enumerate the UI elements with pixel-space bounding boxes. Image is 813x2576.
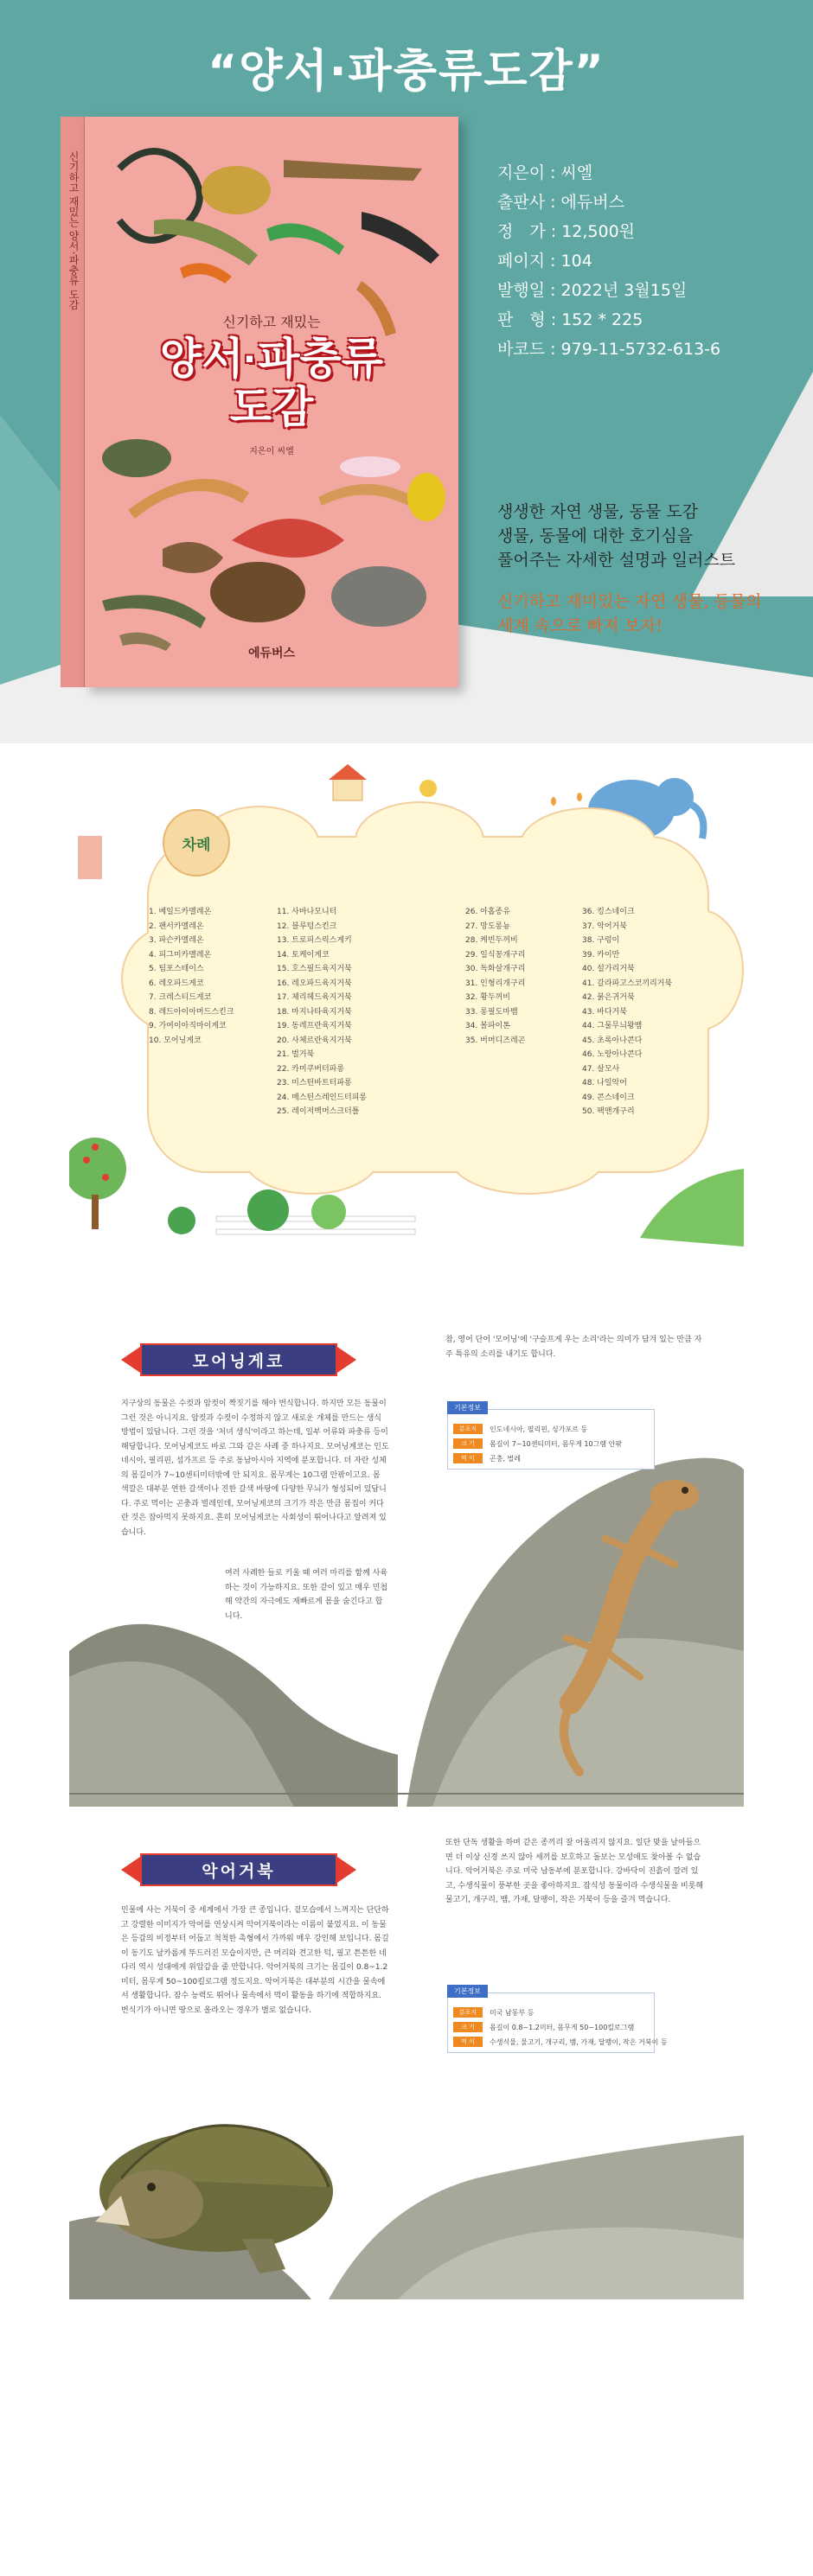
toc-item: 6. 레오파드게코: [149, 979, 204, 988]
hero-section: [0, 0, 813, 743]
toc-item: 1. 베일드카멜레온: [149, 908, 212, 916]
info-row: 크 기 몸길이 0.8~1.2미터, 몸무게 50~100킬로그램: [453, 2022, 634, 2032]
tree-trunk-icon: [92, 1195, 99, 1229]
toc-item: 30. 독화살개구리: [465, 965, 526, 973]
info-row: 먹 이 수생식물, 물고기, 개구리, 뱀, 가재, 달팽이, 작은 거북이 등: [453, 2037, 668, 2047]
toc-item: 29. 일식꽁개구리: [465, 950, 526, 960]
toc-item: 36. 킹스네이크: [582, 908, 635, 916]
bearded-dragon-icon: [128, 479, 249, 519]
grass-icon: [640, 1169, 744, 1247]
toc-column-3: [465, 905, 525, 1048]
species-banner: [121, 1342, 356, 1378]
frog-icon: [407, 473, 445, 521]
info-box: [447, 1987, 668, 2053]
monitor-lizard-icon: [362, 212, 439, 264]
body-text: 민물에 사는 거북이 중 세계에서 가장 큰 종입니다. 겉모습에서 느껴지는 단단하고 강렬한 이미지가 악어를 연상시켜 악어거북이라는 이름이 붙었지요. 이 동물은 등갑의 비정부터 어둡고 척척한 촉형에서 가까워 매우 강인해 보입니다. 몸길이 동기도 날카롭게 뚜드러진 모습이지만, 큰 머리와 견고한 턱, 필고 튼튼한 네 다리 역시 성대에게 위압감을 줄 만합니다. 악어거북의 크기는 몸길이 0.8~1.2미터, 몸무게 50~100킬로그램 정도지요. 악어거북은 대부분의 시간을 물속에서 생활합니다. 잠수 능력도 뛰어나 물속에서 먹이 활동을 하기에 적합하지요. 번식기가 아니면 땅으로 올라오는 경우가 별로 없습니다.: [121, 1906, 389, 2015]
gecko-icon: [318, 484, 413, 506]
info-row: 분포지 인도네시아, 필리핀, 싱가포르 등: [453, 1424, 587, 1434]
body-text: 여러 사례한 들로 키울 때 여러 마리를 함께 사육하는 것이 가능하지요. 또한 같이 있고 매우 민첩해 약간의 자극에도 재빠르게 몸을 숨긴다고 합니다.: [225, 1569, 388, 1621]
toc-item: 42. 붉은귀거북: [582, 993, 635, 1002]
description-highlight: 세계 속으로 빠져 보자!: [497, 616, 663, 635]
book-front: [85, 117, 458, 687]
toc-item: 31. 인형리개구리: [465, 979, 526, 988]
toc-item: 19. 동레프란육지거북: [277, 1022, 352, 1030]
toc-item: 46. 노랑아나콘다: [582, 1050, 643, 1059]
gecko-illustration: [69, 1323, 744, 1807]
info-publisher: 출판사 : 에듀버스: [497, 193, 624, 212]
crocodile-icon: [102, 595, 206, 628]
toc-item: 4. 피그미카멜레온: [149, 950, 212, 960]
toc-item: 48. 나일악어: [582, 1079, 627, 1087]
toc-item: 17. 체리헤드육지거북: [277, 993, 352, 1002]
toc-item: 7. 크레스티드게코: [149, 993, 212, 1002]
book-description: [497, 500, 791, 638]
cover-subtitle: 신기하고 재밌는: [222, 314, 321, 330]
toc-column-4: [582, 905, 672, 1119]
toc-column-1: [149, 905, 234, 1048]
toc-item: 16. 레오파드육지거북: [277, 979, 352, 988]
elephant-head-icon: [656, 778, 694, 816]
cover-title-line2: 도감: [229, 383, 314, 431]
crocodile-icon: [284, 160, 422, 181]
info-row: 분포지 미국 남동부 등: [453, 2007, 534, 2018]
toc-item: 9. 가여이아직마이게코: [149, 1022, 227, 1030]
toc-item: 20. 사체르란육지거북: [277, 1036, 352, 1045]
page-title: “양서·파충류도감”: [208, 46, 605, 98]
banner-label: 악어거북: [202, 1861, 276, 1881]
lizard-icon: [154, 219, 258, 265]
toc-item: 33. 롱필도마뱀: [465, 1007, 518, 1017]
info-author: 지은이 : 씨엘: [497, 163, 593, 182]
toc-item: 43. 바다거북: [582, 1007, 627, 1017]
toc-item: 8. 레드아이아머드스킨크: [149, 1007, 234, 1017]
drop-icon: [551, 797, 556, 806]
description-line: 풀어주는 자세한 설명과 일러스트: [497, 551, 736, 570]
tortoise-icon: [210, 562, 305, 622]
toc-item: 2. 팬서카멜레온: [149, 921, 204, 931]
toc-item: 15. 호스필드육지거북: [277, 965, 352, 973]
body-text: 참, 영어 단어 '모어닝'에 '구슬프게 우는 소리'라는 의미가 담겨 있는 만큼 자주 특유의 소리를 내기도 합니다.: [445, 1336, 702, 1359]
info-pages: 페이지 : 104: [497, 252, 592, 271]
toc-item: 39. 카이만: [582, 950, 620, 960]
book-info-list: [497, 158, 720, 364]
info-row: 먹 이 곤충, 벌레: [453, 1453, 521, 1463]
spine-text: 신기하고 재밌는 양서·파충류 도감: [67, 151, 80, 310]
toc-item: 27. 망도롱뇽: [465, 921, 510, 931]
body-text: 또한 단독 생활을 하며 같은 종끼리 잘 어울리지 않지요. 일단 맞을 날아들으면 더 이상 신경 쓰지 않아 세끼를 보호하고 돌보는 모성애도 찾아볼 수 없습니다. 악어거북은 주로 미국 남동부에 분포합니다. 강바닥이 진흙이 깔려 있고, 수생식물이 풍부한 곳을 좋아하지요. 잡식성 동물이라 수생식물을 비롯해 물고기, 개구리, 뱀, 가재, 달팽이, 작은 거북이 등을 즐겨 먹습니다.: [445, 1839, 704, 1904]
toc-item: 13. 트로피스릭스게키: [277, 936, 352, 945]
book-spine: [61, 117, 85, 687]
toc-item: 18. 마지나타육지거북: [277, 1007, 352, 1017]
toc-item: 22. 카미쿠버터파롱: [277, 1064, 345, 1074]
tortoise-icon: [331, 566, 426, 627]
sample-page-mourning-gecko: [69, 1323, 744, 1807]
book-cover-image: [61, 117, 458, 687]
toc-item: 45. 초록아나콘다: [582, 1036, 643, 1045]
toc-item: 3. 파슨카멜레온: [149, 936, 204, 945]
bush-icon: [311, 1195, 346, 1229]
axolotl-icon: [340, 456, 400, 477]
toc-item: 12. 블루텅스킨크: [277, 921, 337, 931]
house-roof-icon: [329, 764, 367, 780]
info-box: [447, 1404, 655, 1470]
toc-item: 11. 사바나모니터: [277, 908, 337, 916]
toc-item: 25. 레이저백머스크터틀: [277, 1107, 360, 1116]
sun-icon: [419, 780, 437, 797]
info-date: 발행일 : 2022년 3월15일: [497, 281, 688, 300]
info-format: 판 형 : 152 * 225: [497, 310, 643, 329]
toc-item: 14. 토케이게코: [277, 950, 330, 960]
chameleon-icon: [266, 223, 344, 255]
description-line: 생물, 동물에 대한 호기심을: [497, 526, 694, 545]
cover-publisher: 에듀버스: [247, 647, 296, 660]
toc-item: 21. 벌거북: [277, 1050, 315, 1059]
building-icon: [78, 836, 102, 879]
toc-item: 28. 케빈두꺼비: [465, 936, 518, 945]
toc-item: 41. 갈라파고스코끼리거북: [582, 979, 673, 988]
cover-title: [85, 335, 458, 431]
cover-author: 지은이 씨엘: [249, 447, 294, 456]
toc-item: 34. 볼파이톤: [465, 1022, 510, 1030]
info-box-title: 기본정보: [447, 1985, 488, 1998]
toc-item: 49. 콘스네이크: [582, 1093, 635, 1102]
toc-item: 38. 구렁이: [582, 936, 620, 945]
info-barcode: 바코드 : 979-11-5732-613-6: [497, 340, 721, 359]
bush-icon: [247, 1189, 289, 1231]
elephant-trunk-icon: [690, 804, 703, 838]
toc-item: 23. 미스틴바트터파롱: [277, 1079, 352, 1087]
table-of-contents-page: [69, 754, 744, 1298]
toc-item: 47. 살모사: [582, 1064, 620, 1074]
toc-item: 24. 매스틴스레인드터피롱: [277, 1093, 368, 1102]
species-banner: [121, 1852, 356, 1888]
description-highlight: 신기하고 재미있는 자연 생물, 동물의: [497, 592, 762, 611]
banner-label: 모어닝게코: [192, 1351, 285, 1371]
toc-item: 10. 모어닝게코: [149, 1036, 202, 1045]
info-box-title: 기본정보: [447, 1401, 488, 1414]
toc-item: 44. 그물무늬왕뱀: [582, 1022, 643, 1030]
toc-badge-label: 차례: [182, 836, 211, 854]
house-icon: [333, 778, 362, 800]
toc-item: 40. 설가리거북: [582, 965, 635, 973]
toc-column-2: [277, 905, 367, 1119]
toc-item: 5. 팀포스테이스: [149, 965, 204, 973]
info-row: 크 기 몸길이 7~10센티미터, 몸무게 10그램 안팎: [453, 1438, 622, 1449]
bush-icon: [168, 1207, 195, 1234]
body-text: 지구상의 동물은 수컷과 암컷이 짝짓기를 해야 번식합니다. 하지만 모든 동물이 그런 것은 아니지요. 암컷과 수컷이 수정하지 않고 새로운 개체를 만드는 생식 방법이 있답니다. 그런 것을 '처녀 생식'이라고 하는데, 일부 어류와 파충류 등이 해당합니다. 모어닝게코도 바로 그와 같은 사례 중 하나지요. 모어닝게코는 인도네시아, 필리핀, 섬가프르 등 주로 동남아시아 지역에 분포합니다. 더 자란 성체의 몸길이가 7~10센티미터밖에 안 되지요. 몸무게는 10그램 안팎이고요. 몸 색깔은 대부분 연한 갈색이나 진한 갈색 바탕에 다양한 무늬가 형성되어 있답니다. 주로 먹이는 곤충과 벌레인데, 모어닝게코의 크기가 작은 만큼 몸집이 커다란 것은 잡아먹지 못하지요. 흔히 모어닝게코는 사회성이 뛰어나다고 알려져 있습니다.: [121, 1400, 389, 1537]
snake-icon: [232, 519, 344, 558]
frog-icon: [202, 166, 271, 214]
drop-icon: [577, 793, 582, 801]
info-price: 정 가 : 12,500원: [497, 222, 636, 241]
toc-item: 50. 팩맨개구리: [582, 1107, 635, 1116]
toc-badge: [163, 809, 230, 877]
frog-icon: [180, 263, 232, 284]
cover-title-line1: 양서·파충류: [159, 335, 384, 383]
toc-item: 37. 악어거북: [582, 921, 627, 931]
turtle-icon: [163, 542, 223, 573]
toc-item: 26. 아홉종유: [465, 908, 510, 916]
toc-item: 35. 버머디즈레곤: [465, 1036, 526, 1045]
toc-item: 32. 황두꺼비: [465, 993, 510, 1002]
sample-page-alligator-snapping-turtle: [69, 1833, 744, 2299]
description-line: 생생한 자연 생물, 동물 도감: [497, 502, 699, 521]
